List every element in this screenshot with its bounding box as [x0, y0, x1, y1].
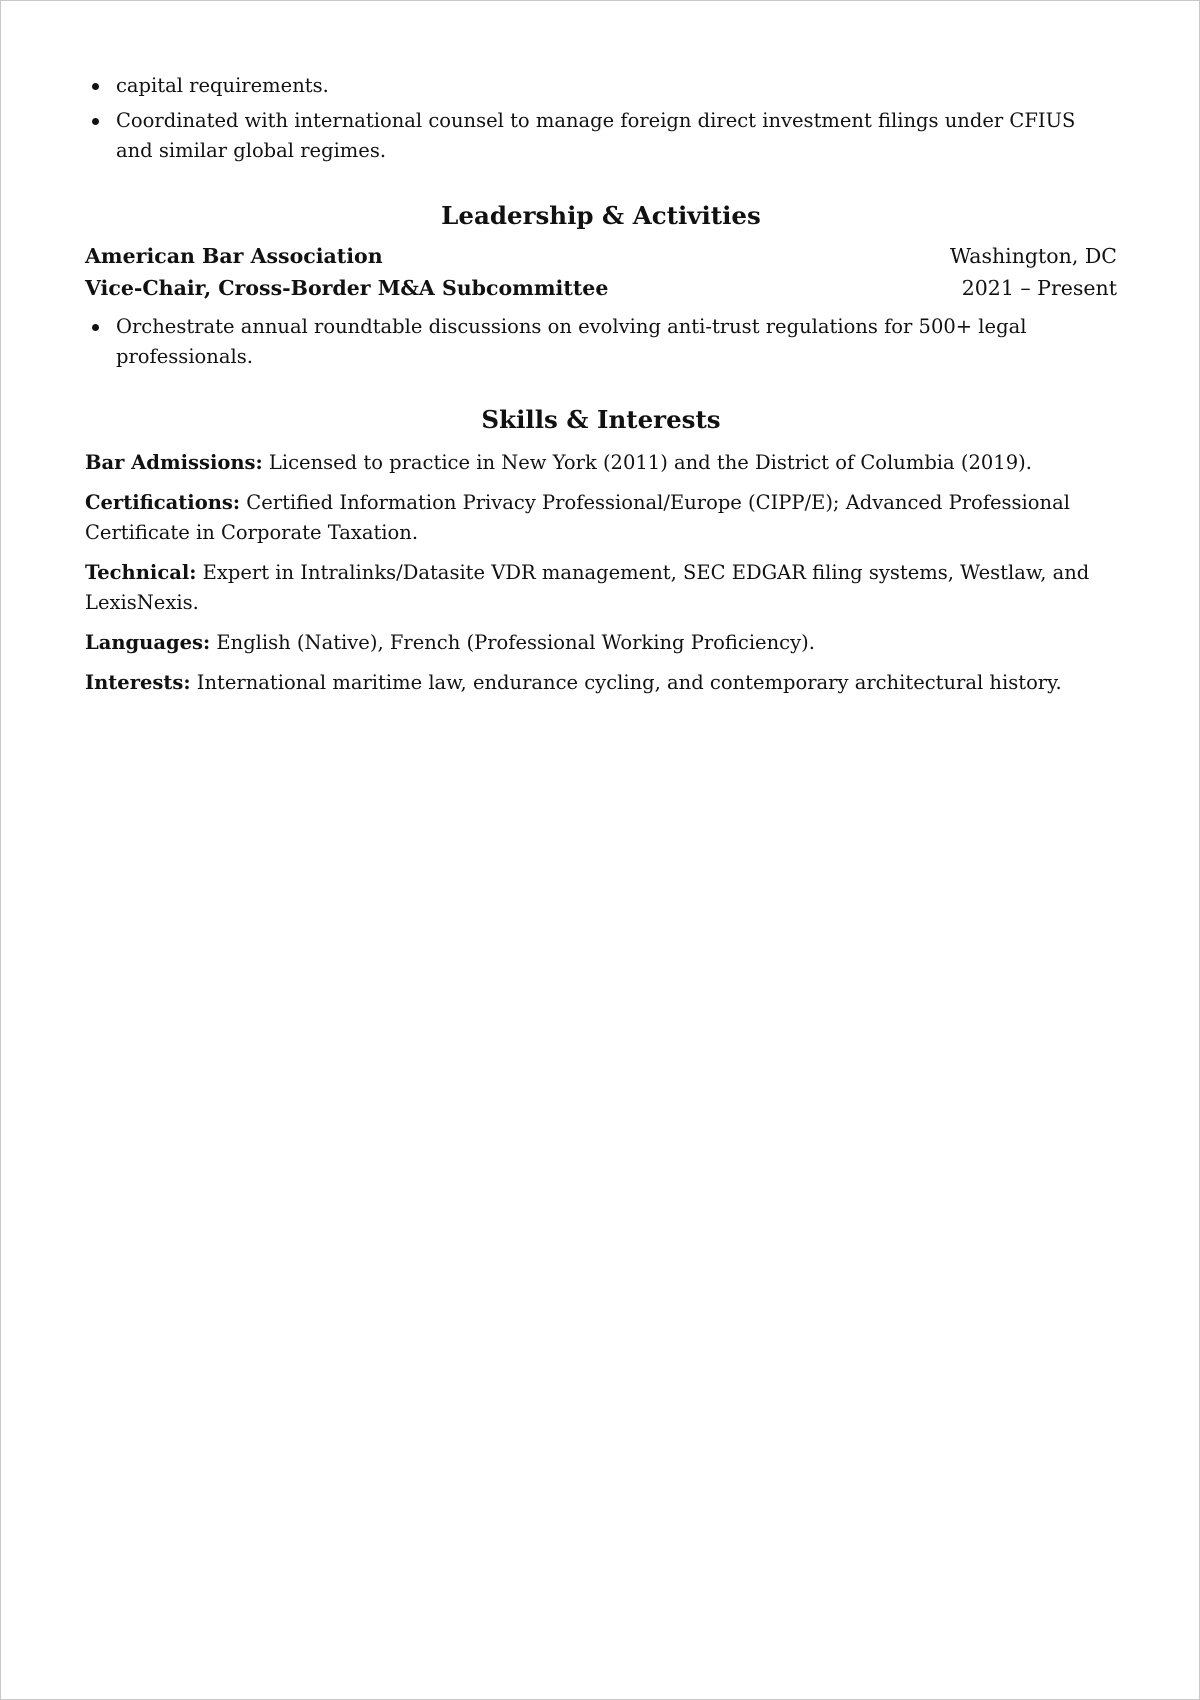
skill-label: Certifications:: [85, 491, 241, 514]
skill-label: Technical:: [85, 561, 197, 584]
skill-text: Licensed to practice in New York (2011) and the District of Columbia (2019).: [268, 451, 1032, 474]
resume-content: [85, 71, 1117, 708]
skill-languages: [85, 628, 1117, 658]
role-title: Vice-Chair, Cross-Border M&A Subcommittee: [85, 276, 609, 300]
skill-technical: [85, 558, 1117, 618]
leadership-org-row: [85, 240, 1117, 272]
skill-bar-admissions: [85, 448, 1117, 478]
experience-bullet: Coordinated with international counsel to manage foreign direct investment filings under CFIUS and similar global regimes.: [85, 106, 1117, 166]
leadership-section-title: Leadership & Activities: [441, 201, 761, 230]
skill-text: Expert in Intralinks/Datasite VDR management, SEC EDGAR filing systems, Westlaw, and LexisNexis.: [85, 561, 1090, 614]
leadership-bullet: Orchestrate annual roundtable discussions on evolving anti-trust regulations for 500+ legal professionals.: [85, 312, 1117, 372]
experience-bullet-list: [85, 71, 1117, 166]
experience-bullet: capital requirements.: [85, 71, 1117, 101]
organization-location: Washington, DC: [949, 244, 1117, 268]
leadership-bullet-list: [85, 312, 1117, 372]
skill-label: Interests:: [85, 671, 191, 694]
skill-label: Bar Admissions:: [85, 451, 263, 474]
skill-text: English (Native), French (Professional Working Proficiency).: [216, 631, 815, 654]
organization-name: American Bar Association: [85, 244, 383, 268]
role-dates: 2021 – Present: [961, 276, 1117, 300]
skill-certifications: [85, 488, 1117, 548]
leadership-role-row: [85, 272, 1117, 304]
skill-interests: [85, 668, 1117, 698]
skill-text: Certified Information Privacy Professional/Europe (CIPP/E); Advanced Professional Certificate in Corporate Taxation.: [85, 491, 1070, 544]
skill-text: International maritime law, endurance cycling, and contemporary architectural history.: [196, 671, 1062, 694]
skills-section-title: Skills & Interests: [481, 405, 721, 434]
skill-label: Languages:: [85, 631, 211, 654]
